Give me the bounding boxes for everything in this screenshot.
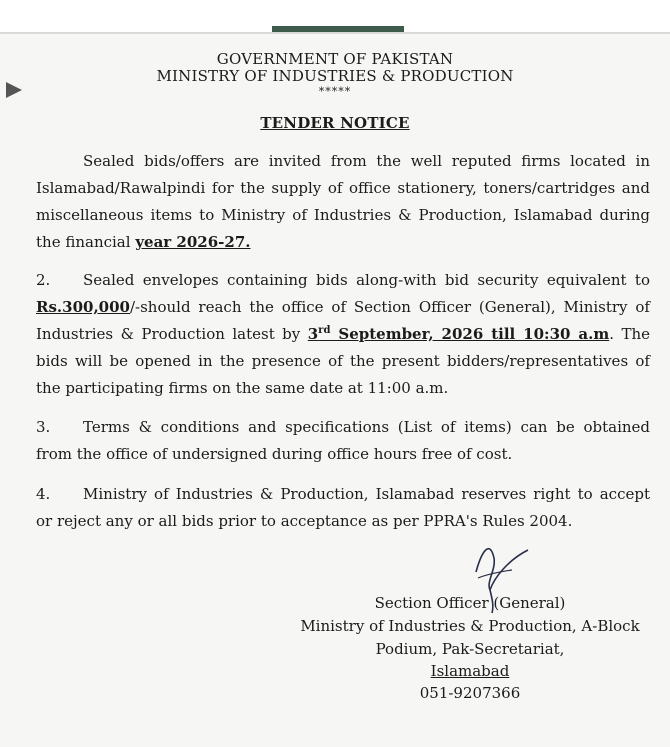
signatory-address: Podium, Pak-Secretariat, bbox=[375, 640, 565, 658]
deadline-date bbox=[308, 325, 609, 343]
paragraph-2-number: 2. bbox=[36, 271, 51, 289]
paragraph-3 bbox=[36, 414, 650, 468]
paragraph-2-text-c: . The bids will be opened in the presence of the present bidders/representatives of the participating firms on the same date at 11:00 a.m. bbox=[36, 325, 650, 397]
paragraph-4 bbox=[36, 481, 650, 535]
page-edge bbox=[0, 32, 670, 34]
deadline-rest: September, 2026 till 10:30 a.m bbox=[330, 325, 610, 343]
signatory-phone: 051-9207366 bbox=[419, 684, 521, 702]
deadline-ordinal: rd bbox=[318, 325, 331, 336]
paragraph-2-text-b: /-should reach the office of Section Officer (General), Ministry of Industries & Production latest by bbox=[36, 298, 650, 343]
paragraph-2-text-a: Sealed envelopes containing bids along-with bid security equivalent to bbox=[83, 271, 650, 289]
signatory-organization: Ministry of Industries & Production, A-Block bbox=[300, 617, 640, 635]
paragraph-2 bbox=[36, 267, 650, 402]
paragraph-1-text: Sealed bids/offers are invited from the well reputed firms located in Islamabad/Rawalpindi for the supply of office stationery, toners/cartridges and miscellaneous items to Ministry of Industries & Production, Islamabad during the financial bbox=[36, 152, 650, 251]
ministry-heading: MINISTRY OF INDUSTRIES & PRODUCTION bbox=[156, 67, 514, 85]
notice-title: TENDER NOTICE bbox=[260, 114, 410, 132]
paragraph-1 bbox=[36, 148, 650, 256]
signatory-designation: Section Officer (General) bbox=[374, 594, 566, 612]
stars-separator: ***** bbox=[318, 85, 352, 98]
deadline-day: 3 bbox=[307, 325, 319, 343]
government-heading: GOVERNMENT OF PAKISTAN bbox=[216, 50, 454, 68]
paragraph-4-number: 4. bbox=[36, 485, 51, 503]
paragraph-4-text: Ministry of Industries & Production, Islamabad reserves right to accept or reject any or all bids prior to acceptance as per PPRA's Rules 2004. bbox=[36, 485, 650, 530]
paragraph-3-number: 3. bbox=[36, 418, 51, 436]
paragraph-3-text: Terms & conditions and specifications (List of items) can be obtained from the office of undersigned during office hours free of cost. bbox=[36, 418, 650, 463]
financial-year: year 2026-27. bbox=[135, 233, 251, 251]
bid-security-amount: Rs.300,000 bbox=[36, 298, 130, 316]
signatory-city: Islamabad bbox=[430, 662, 510, 680]
